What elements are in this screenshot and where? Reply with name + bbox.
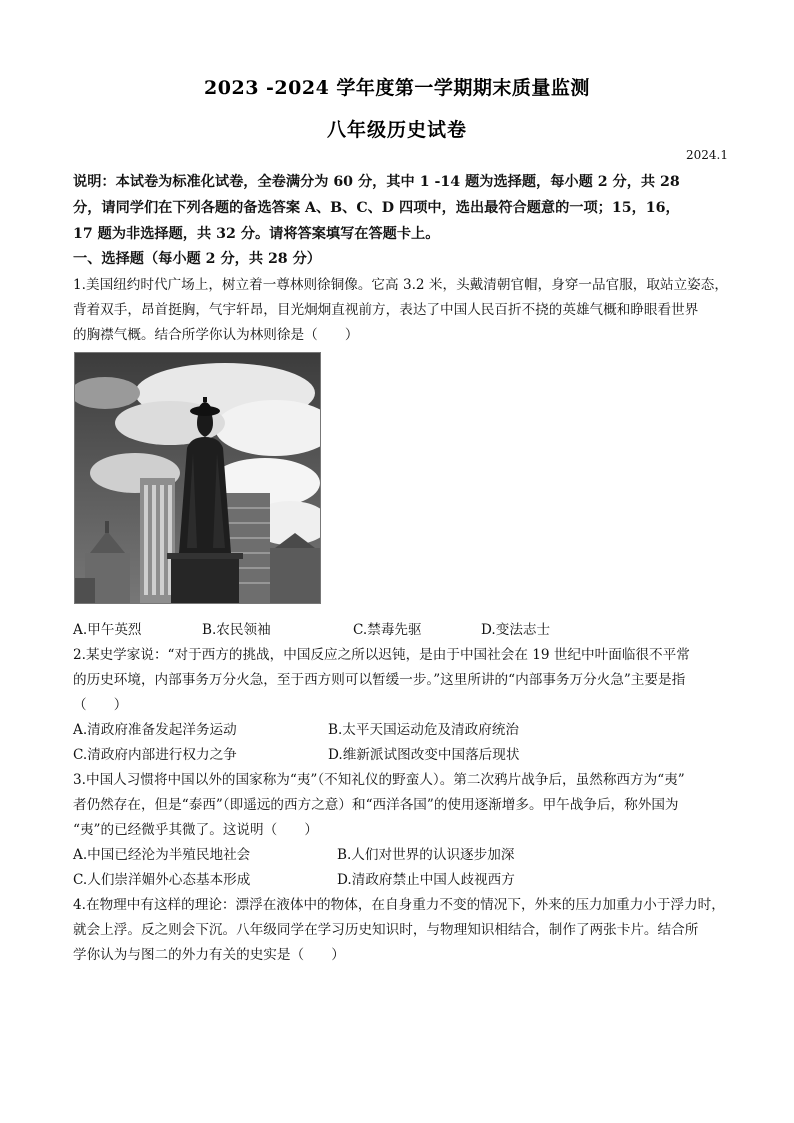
- exam-title: 2023 -2024 学年度第一学期期末质量监测: [204, 77, 590, 99]
- q1-option-d: D.变法志士: [481, 622, 551, 638]
- instructions-line-2: 分，请同学们在下列各题的备选答案 A、B、C、D 四项中，选出最符合题意的一项；15，16，: [73, 200, 680, 216]
- section-heading-choice: 一、选择题（每小题 2 分，共 28 分）: [73, 251, 321, 267]
- q2-option-d: D.维新派试图改变中国落后现状: [328, 747, 520, 763]
- q3-line-3: “夷”的已经微乎其微了。这说明（ ）: [73, 822, 318, 838]
- q2-option-b: B.太平天国运动危及清政府统治: [328, 722, 520, 738]
- statue-photo-illustration: [75, 353, 320, 603]
- instructions-line-1: 说明：本试卷为标准化试卷，全卷满分为 60 分，其中 1 -14 题为选择题，每小题 2 分，共 28: [73, 174, 680, 190]
- q1-option-a: A.甲午英烈: [73, 622, 142, 638]
- q1-line-1: 1.美国纽约时代广场上，树立着一尊林则徐铜像。它高 3.2 米，头戴清朝官帽，身穿一品官服，取站立姿态，: [73, 277, 728, 293]
- q3-option-c: C.人们崇洋媚外心态基本形成: [73, 872, 251, 888]
- q3-option-a: A.中国已经沦为半殖民地社会: [73, 847, 251, 863]
- q1-line-3: 的胸襟气概。结合所学你认为林则徐是（ ）: [73, 327, 359, 343]
- q1-option-b: B.农民领袖: [202, 622, 271, 638]
- q3-line-1: 3.中国人习惯将中国以外的国家称为“夷”（不知礼仪的野蛮人）。第二次鸦片战争后，虽然称西方为“夷”: [73, 772, 685, 788]
- q2-line-3: （ ）: [73, 697, 128, 713]
- q2-option-a: A.清政府准备发起洋务运动: [73, 722, 237, 738]
- q3-line-2: 者仍然存在，但是“泰西”（即遥远的西方之意）和“西洋各国”的使用逐渐增多。甲午战争后，称外国为: [73, 797, 679, 813]
- q1-option-c: C.禁毒先驱: [353, 622, 422, 638]
- q3-option-b: B.人们对世界的认识逐步加深: [337, 847, 515, 863]
- q4-line-3: 学你认为与图二的外力有关的史实是（ ）: [73, 947, 345, 963]
- q2-line-1: 2.某史学家说：“对于西方的挑战，中国反应之所以迟钝，是由于中国社会在 19 世纪中叶面临很不平常: [73, 647, 690, 663]
- exam-date: 2024.1: [686, 148, 728, 162]
- instructions-line-3: 17 题为非选择题，共 32 分。请将答案填写在答题卡上。: [73, 226, 440, 242]
- q2-line-2: 的历史环境，内部事务万分火急，至于西方则可以暂缓一步。”这里所讲的“内部事务万分火急”主要是指: [73, 672, 686, 688]
- exam-subtitle: 八年级历史试卷: [326, 119, 467, 141]
- q3-option-d: D.清政府禁止中国人歧视西方: [337, 872, 515, 888]
- q2-option-c: C.清政府内部进行权力之争: [73, 747, 237, 763]
- q4-line-2: 就会上浮。反之则会下沉。八年级同学在学习历史知识时，与物理知识相结合，制作了两张卡片。结合所: [73, 922, 699, 938]
- q4-line-1: 4.在物理中有这样的理论：漂浮在液体中的物体，在自身重力不变的情况下，外来的压力加重力小于浮力时，: [73, 897, 725, 913]
- q1-line-2: 背着双手，昂首挺胸，气宇轩昂，目光炯炯直视前方，表达了中国人民百折不挠的英雄气概和睁眼看世界: [73, 302, 699, 318]
- statue-photo: [74, 352, 321, 604]
